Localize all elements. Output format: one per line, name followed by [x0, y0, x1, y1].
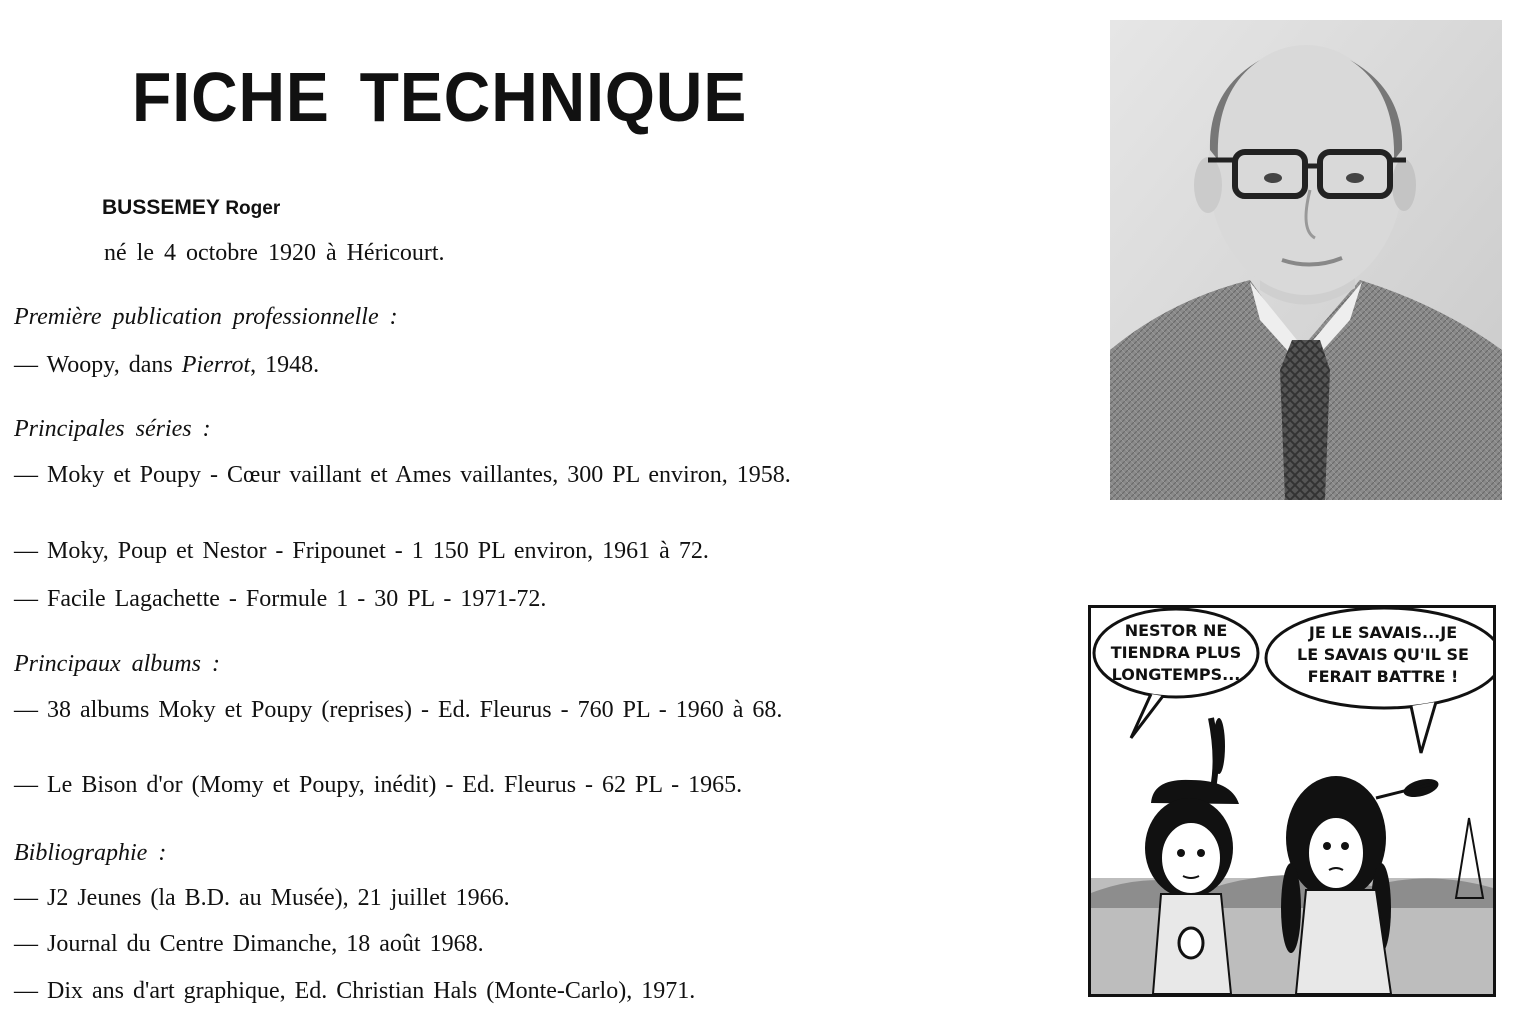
list-item	[14, 350, 938, 380]
balloon-left-line-3: LONGTEMPS...	[1111, 665, 1241, 684]
birth-info: né le 4 octobre 1920 à Héricourt.	[104, 240, 445, 266]
author-name	[102, 196, 280, 220]
speech-balloon-left	[1094, 609, 1258, 738]
balloon-left-line-1: NESTOR NE	[1124, 621, 1228, 640]
item-text: — Woopy, dans	[14, 352, 182, 378]
list-item: — Moky et Poupy - Cœur vaillant et Ames vaillantes, 300 PL environ, 1958.	[14, 462, 791, 488]
heading-bibliographie: Bibliographie :	[14, 840, 167, 866]
page-title: FICHE TECHNIQUE	[132, 58, 748, 136]
list-item: — Dix ans d'art graphique, Ed. Christian Hals (Monte-Carlo), 1971.	[14, 978, 696, 1004]
heading-premiere-publication: Première publication professionnelle :	[14, 304, 398, 330]
heading-principales-series: Principales séries :	[14, 416, 211, 442]
balloon-right-line-1: JE LE SAVAIS...JE	[1308, 623, 1458, 642]
list-item: — 38 albums Moky et Poupy (reprises) - Ed. Fleurus - 760 PL - 1960 à 68.	[14, 697, 783, 723]
balloon-right-line-2: LE SAVAIS QU'IL SE	[1297, 645, 1469, 664]
list-item: — Le Bison d'or (Momy et Poupy, inédit) - Ed. Fleurus - 62 PL - 1965.	[14, 772, 743, 798]
character-boy	[1145, 718, 1239, 994]
balloon-left-line-2: TIENDRA PLUS	[1110, 643, 1242, 662]
item-publication-title: Pierrot	[181, 352, 251, 378]
author-first-name: Roger	[225, 198, 281, 219]
item-text: , 1948.	[250, 352, 320, 378]
list-item: — J2 Jeunes (la B.D. au Musée), 21 juillet 1966.	[14, 885, 510, 911]
comic-panel	[1088, 605, 1496, 997]
author-portrait-photo	[1110, 20, 1502, 500]
heading-principaux-albums: Principaux albums :	[14, 651, 220, 677]
comic-illustration	[1091, 608, 1493, 994]
portrait-illustration	[1110, 20, 1502, 500]
list-item: — Moky, Poup et Nestor - Fripounet - 1 150 PL environ, 1961 à 72.	[14, 538, 709, 564]
balloon-right-line-3: FERAIT BATTRE !	[1307, 667, 1459, 686]
list-item: — Journal du Centre Dimanche, 18 août 1968.	[14, 931, 484, 957]
author-last-name: BUSSEMEY	[102, 196, 220, 219]
speech-balloon-right	[1266, 608, 1493, 753]
list-item: — Facile Lagachette - Formule 1 - 30 PL - 1971-72.	[14, 586, 547, 612]
